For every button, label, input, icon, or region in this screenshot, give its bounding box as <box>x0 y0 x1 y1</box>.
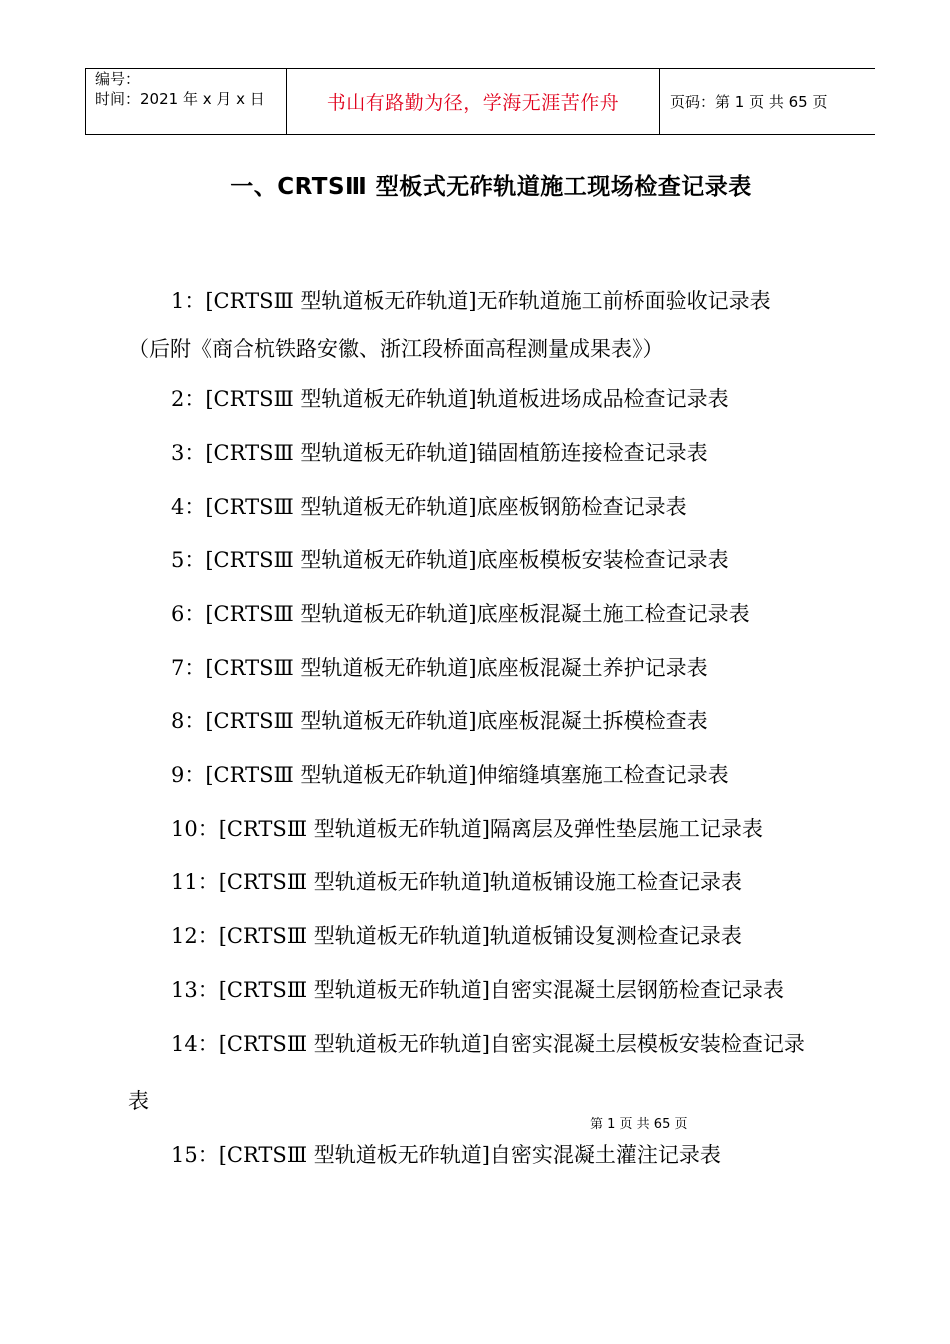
list-item: 12：[CRTSⅢ 型轨道板无砟轨道]轨道板铺设复测检查记录表 <box>171 924 742 948</box>
list-item: 7：[CRTSⅢ 型轨道板无砟轨道]底座板混凝土养护记录表 <box>171 656 708 680</box>
list-item: 9：[CRTSⅢ 型轨道板无砟轨道]伸缩缝填塞施工检查记录表 <box>171 763 729 787</box>
doc-number-label: 编号： <box>95 70 141 88</box>
doc-date-label: 时间：2021 年 x 月 x 日 <box>95 90 265 108</box>
page-footer: 第 1 页 共 65 页 <box>590 1117 688 1132</box>
list-item: 5：[CRTSⅢ 型轨道板无砟轨道]底座板模板安装检查记录表 <box>171 548 729 572</box>
list-item: 3：[CRTSⅢ 型轨道板无砟轨道]锚固植筋连接检查记录表 <box>171 441 708 465</box>
list-item: 6：[CRTSⅢ 型轨道板无砟轨道]底座板混凝土施工检查记录表 <box>171 602 750 626</box>
list-item: 13：[CRTSⅢ 型轨道板无砟轨道]自密实混凝土层钢筋检查记录表 <box>171 978 784 1002</box>
list-item: 4：[CRTSⅢ 型轨道板无砟轨道]底座板钢筋检查记录表 <box>171 495 687 519</box>
list-item: 11：[CRTSⅢ 型轨道板无砟轨道]轨道板铺设施工检查记录表 <box>171 870 742 894</box>
list-item: 14：[CRTSⅢ 型轨道板无砟轨道]自密实混凝土层模板安装检查记录 <box>171 1032 805 1056</box>
list-item: 表 <box>128 1089 149 1113</box>
header-motto: 书山有路勤为径，学海无涯苦作舟 <box>287 69 660 134</box>
list-item: 1：[CRTSⅢ 型轨道板无砟轨道]无砟轨道施工前桥面验收记录表 <box>171 289 771 313</box>
page-title: 一、CRTSⅢ 型板式无砟轨道施工现场检查记录表 <box>230 174 752 200</box>
list-item: 8：[CRTSⅢ 型轨道板无砟轨道]底座板混凝土拆模检查表 <box>171 709 708 733</box>
header-meta-cell <box>86 69 287 134</box>
list-item: 15：[CRTSⅢ 型轨道板无砟轨道]自密实混凝土灌注记录表 <box>171 1143 721 1167</box>
list-item: （后附《商合杭铁路安徽、浙江段桥面高程测量成果表》） <box>128 337 664 361</box>
header-table <box>85 68 875 135</box>
list-item: 2：[CRTSⅢ 型轨道板无砟轨道]轨道板进场成品检查记录表 <box>171 387 729 411</box>
header-page-number: 页码：第 1 页 共 65 页 <box>670 93 828 111</box>
list-item: 10：[CRTSⅢ 型轨道板无砟轨道]隔离层及弹性垫层施工记录表 <box>171 817 763 841</box>
